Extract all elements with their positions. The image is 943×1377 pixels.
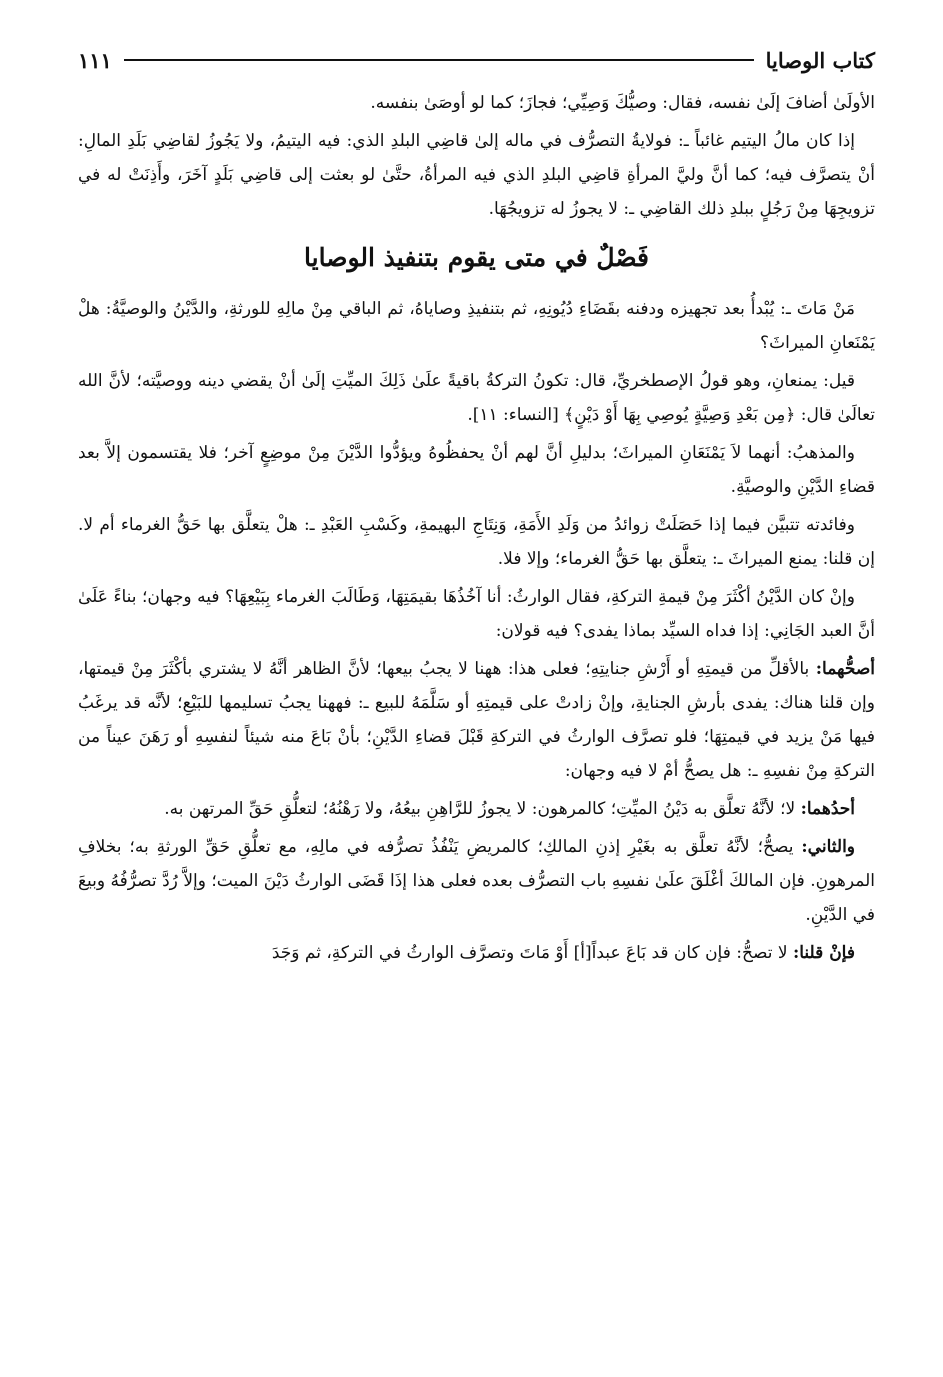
paragraph-text: والمذهبُ: أنهما لاَ يَمْنَعَانِ الميراثَ؛ بدليلِ أنَّ لهم أنْ يحفظُوهُ ويؤدُّوا الدَّيْنَ مِنْ موضِعٍ آخر؛ فلا يقتسمون إلاَّ بعد قضاءِ الدَّيْنِ والوصيَّةِ. — [78, 443, 875, 497]
page-body — [78, 86, 875, 974]
paragraph — [78, 436, 875, 504]
paragraph — [78, 364, 875, 432]
paragraph — [78, 792, 875, 826]
paragraph — [78, 292, 875, 360]
paragraph-text: وإنْ كان الدَّيْنُ أكْثَرَ مِنْ قيمةِ التركةِ، فقال الوارثُ: أنا آخُذُهَا بقيمَتِهَا، وَطَالَبَ الغرماء بِبَيْعِهَا؟ فيه وجهان؛ بناءً عَلَىٰ أنَّ العبد الجَانِي: إذا فداه السيِّد بماذا يفدى؟ فيه قولان: — [78, 587, 875, 641]
header-rule — [124, 59, 754, 61]
page-header — [78, 40, 875, 80]
paragraph — [78, 936, 875, 970]
paragraph — [78, 580, 875, 648]
paragraph-text: وفائدته تتبيَّن فيما إذا حَصَلَتْ زوائدُ من وَلَدِ الأَمَةِ، وَنِتَاجِ البهيمةِ، وكَسْبِ العَبْدِ ـ: هلْ يتعلَّق بها حَقُّ الغرماء أم لا. إن قلنا: يمنع الميراثَ ـ: يتعلَّق بها حَقُّ الغرماء؛ وإلا فلا. — [78, 515, 875, 569]
paragraph-text: بالأقلِّ من قيمتِهِ أو أَرْشِ جنايتِهِ؛ فعلى هذا: ههنا لا يجبُ بيعها؛ لأنَّ الظاهر أنَّهُ لا يشتري بأكْثَرَ مِنْ قيمتها، وإن قلنا هناك: يفدى بأرشِ الجنايةِ، وإنْ زادتْ على قيمتِهِ أو سَلَّمَهُ للبيع ـ: فههنا يجبُ تسليمها للبَيْعِ؛ لأنَّه قد يرغَبُ فيها مَنْ يزيد في قيمتِهَا؛ فلو تصرَّف الوارثُ في التركةِ قَبْلَ قضاءِ الدَّيْنِ؛ بأنْ بَاعَ منه شيئاً لنفسِهِ أو رَهَنَ عيناً من التركةِ مِنْ نفسِهِ ـ: هل يصحُّ أمْ لا فيه وجهان: — [78, 659, 875, 781]
paragraph-text: قيل: يمنعانِ، وهو قولُ الإصطخريِّ، قال: تكونُ التركةُ باقيةً علَىٰ ذَلِكَ الميِّتِ إلَىٰ أنْ يقضي دينه ووصيَّته؛ لأنَّ الله تعالَىٰ قال: ﴿مِن بَعْدِ وَصِيَّةٍ يُوصِي بِهَا أَوْ دَيْنٍ﴾ [النساء: ١١]. — [78, 371, 875, 425]
section-title: فَصْلٌ في متى يقوم بتنفيذ الوصايا — [304, 243, 649, 272]
paragraph: الأولَىٰ أضافَ إلَىٰ نفسه، فقال: وصيُّكَ وَصِيِّي؛ فجازَ؛ كما لو أوصَىٰ بنفسه. — [370, 93, 875, 113]
paragraph: إذا كان مالُ اليتيم غائباً ـ: فولايةُ التصرُّف في ماله إلىٰ قاضِي البلدِ الذي: فيه اليتيمُ، ولا يَجُوزُ لقاضِي بَلَدِ المالِ: أنْ يتصرَّف فيه؛ كما أنَّ وليَّ المرأةِ قاضِي البلدِ الذي فيه المرأةُ، حتَّىٰ لو بعثت إلى قاضِي بَلَدٍ آخَرَ، وأَذِنَتْ له في تزويجِهَا مِنْ رَجُلٍ ببلدِ ذلك القاضِي ـ: لا يجوزُ له تزويجُهَا. — [78, 131, 875, 219]
paragraph — [78, 830, 875, 932]
paragraph-text: يصحُّ؛ لأنَّهُ تعلَّق به بغَيْرِ إذنِ المالكِ؛ كالمريضِ يَنْفُذُ تصرُّفه في مالِهِ، مع تعلُّقِ حَقِّ الورثةِ به؛ بخلافِ المرهونِ. فإن المالكَ أغْلَقَ علَىٰ نفسِهِ باب التصرُّف بعده فعلى هذا إذَا قَضَى الوارثُ دَيْنَ الميت؛ وإلاَّ رُدَّ تصرُّفُهُ وبيعَ في الدَّيْنِ. — [78, 837, 875, 925]
paragraph — [78, 652, 875, 788]
paragraph — [78, 508, 875, 576]
paragraph-lead: فإنْ قلنا: — [792, 943, 855, 963]
paragraph-lead: أصحُّهما: — [815, 659, 875, 679]
paragraph-text: لا تصحُّ: فإن كان قد بَاعَ عبداً[أ] أَوْ مَاتَ وتصرَّف الوارثُ في التركةِ، ثم وَجَدَ — [271, 943, 788, 963]
page-number: ١١١ — [78, 47, 112, 73]
paragraph-text: مَنْ مَاتَ ـ: يُبْدأُ بعد تجهيزه ودفنه بقَضَاءِ دُيُونِهِ، ثم بتنفيذِ وصاياهُ، ثم الباقي مِنْ مالِهِ للورثةِ، والدَّيْنُ والوصيَّةُ: هلْ يَمْنَعانِ الميراثَ؟ — [78, 299, 875, 353]
book-title: كتاب الوصايا — [765, 47, 875, 73]
paragraph-text: لا؛ لأنَّهُ تعلَّق به دَيْنُ الميِّتِ؛ كالمرهون: لا يجوزُ للرَّاهِنِ بيعُهُ، ولا رَهْنُهُ؛ لتعلُّقِ حَقِّ المرتهن به. — [164, 799, 796, 819]
paragraph-lead: والثاني: — [801, 837, 856, 857]
paragraph-lead: أحدُهما: — [800, 799, 855, 819]
